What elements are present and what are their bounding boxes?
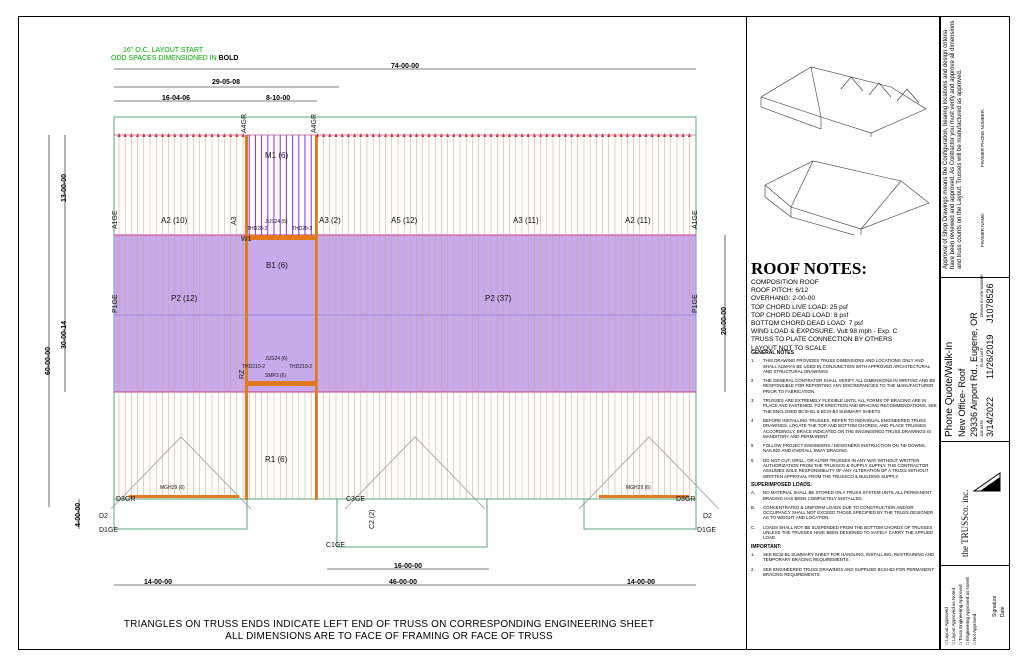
hanger-label: JUS24 (6) (265, 356, 288, 362)
truss-label: D2 (99, 513, 108, 520)
drawn-by-label: DRAWN BY/JOB NUMBER (980, 274, 984, 317)
company-logo-text: the TRUSSco. inc. (960, 489, 970, 557)
note-item (751, 398, 937, 414)
odd-spaces-note: ODD SPACES DIMENSIONED IN BOLD (111, 55, 239, 62)
truss-label: B1 (6) (266, 261, 288, 270)
note-number: A. (751, 490, 756, 496)
dimension-8-10-00: 8-10-00 (266, 95, 291, 102)
dimension-13-00-00: 13-00-00 (61, 173, 68, 202)
truss-label: A3 (2) (319, 216, 341, 225)
job-date-label: JOB DATE: (980, 419, 984, 437)
truss-label: A1GE (692, 210, 699, 229)
dimension-29-05-08: 29-05-08 (212, 79, 241, 86)
truss-label: W1 (241, 236, 252, 243)
footer-note-dimensions: ALL DIMENSIONS ARE TO FACE OF FRAMING OR FACE OF TRUSS (225, 631, 553, 642)
truss-label: A5 (12) (391, 216, 418, 225)
roof-note-line: TOP CHORD DEAD LOAD: 8 psf (751, 311, 849, 319)
date-label: Date (1000, 606, 1006, 617)
note-number: 3 (751, 398, 754, 404)
note-text: BEFORE INSTALLING TRUSSES, REFER TO INDIVIDUAL ENGINEERED TRUSS DRAWINGS. LOCATE THE TOP AND BOTTOM CHORDS, AND PLACE TRUSSES ACCORDINGLY. BRACE INDICATED ON THE ENGINEERED TRUSS DRAWINGS IS MANDITORY AND PERMANENT. (763, 417, 932, 439)
truss-label: P2 (12) (171, 294, 198, 303)
dimension-4-00-00: 4-00-00 (75, 502, 82, 527)
truss-label: D3GR (676, 496, 696, 503)
hanger-label: THD28-2 (247, 226, 268, 232)
project-subtitle: New Office- Roof (957, 368, 967, 437)
project-title: Phone Quote/Walk-In (944, 341, 955, 437)
note-item (751, 490, 937, 501)
note-text: THIS DRAWING PROVIDES TRUSS DIMENSIONS AND LOCATIONS ONLY AND SHALL ALWAYS BE USED IN CONJUNCTION WITH APPROVED ARCHITECTURAL AND STRUCTURAL DRAWINGS (763, 358, 930, 374)
drawing-sheet (18, 16, 1010, 650)
roof-note-line: OVERHANG: 2-00-00 (751, 295, 816, 303)
hanger-label: JUS24 (6) (265, 219, 288, 225)
truss-label: A2 (11) (625, 216, 651, 225)
truss-label: D3GR (116, 496, 136, 503)
truss-label: R1 (6) (265, 455, 288, 464)
note-number: 1. (751, 551, 755, 557)
truss-label: A4GR (311, 113, 318, 133)
note-item (751, 458, 937, 479)
note-text: FOLLOW PROJECT ENGINEERS / DESIGNERS INSTRUCTION ON TIE DOWNS, NAILING AND OVERALL SWAY BRACING. (763, 443, 927, 454)
note-text: LOADS SHALL NOT BE SUSPENDED FROM THE BOTTOM CHORDS OF TRUSSES UNLESS THE TRUSSES HAVE BEEN DESIGNED TO SAFELY CARRY THE APPLIED LOAD. (763, 524, 934, 541)
superimposed-heading: SUPERIMPOSED LOADS: (751, 481, 812, 488)
signature-label: Signature (992, 595, 998, 617)
hanger-label: MGH29 (6) (160, 485, 185, 491)
general-notes (751, 349, 937, 581)
job-number: J1078526 (985, 283, 995, 323)
dimension-bottom-right: 14-00-00 (627, 579, 656, 586)
roof-isometric-view-1 (751, 37, 935, 137)
hanger-label: THD28-2 (292, 226, 313, 232)
dimension-16-04-06: 16-04-06 (162, 95, 191, 102)
note-number: 2 (751, 378, 754, 384)
roof-notes-list (751, 279, 937, 353)
note-number: 1 (751, 358, 754, 364)
truss-label: A1GE (112, 210, 119, 229)
layout-start-note: 16" O.C. LAYOUT START (123, 47, 204, 54)
truss-label: D2 (703, 513, 712, 520)
footer-note-triangles: TRIANGLES ON TRUSS ENDS INDICATE LEFT END OF TRUSS ON CORRESPONDING ENGINEERING SHEET (123, 619, 655, 630)
note-item (751, 443, 937, 454)
hanger-label: THD210-2 (289, 364, 313, 370)
general-notes-heading: GENERAL NOTES (751, 350, 794, 356)
truss-label: A2 (10) (161, 216, 188, 225)
dimension-bottom-center: 16-00-00 (394, 563, 423, 570)
dimension-60-00-00: 60-00-00 (45, 346, 52, 375)
truss-label: C3GE (346, 496, 366, 503)
approval-option[interactable]: □ Layout Approved (944, 607, 949, 645)
truss-label: P1GE (112, 294, 119, 313)
note-number: 5 (751, 443, 754, 449)
roof-truss-layout-plan (19, 17, 741, 649)
truss-label: C1GE (326, 542, 346, 549)
note-item (751, 358, 937, 374)
roof-note-line: WIND LOAD & EXPOSURE: Vult 98 mph - Exp. C (751, 328, 898, 336)
plan-date-label: PLAN DATE: (980, 346, 984, 367)
hanger-label: THD210-2 (242, 364, 266, 370)
truss-label: P2 (37) (485, 294, 512, 303)
truss-label: M1 (6) (265, 151, 289, 160)
roof-notes-title: ROOF NOTES: (751, 259, 868, 278)
approval-option[interactable]: □ Truss Engineering Approved (958, 584, 963, 645)
roof-note-line: BOTTOM CHORD DEAD LOAD: 7 psf (751, 320, 863, 328)
roof-note-line: ROOF PITCH: 6/12 (751, 287, 809, 295)
roof-note-line: TRUSS TO PLATE CONNECTION BY OTHERS (751, 336, 893, 344)
overall-dimension: 74-00-00 (391, 63, 420, 70)
approval-option[interactable]: □ Engineering Approved as Noted (965, 577, 970, 645)
dimension-20-00-00: 20-00-00 (721, 306, 728, 335)
truss-plan-drawing (19, 17, 741, 649)
note-item (751, 418, 937, 439)
truss-label: A3 (11) (513, 216, 539, 225)
roof-note-line: TOP CHORD LIVE LOAD: 25 psf (751, 303, 848, 311)
plan-date: 11/26/2019 (985, 334, 995, 379)
note-item (751, 525, 937, 541)
approval-option[interactable]: □ Layout Approved as Noted (951, 587, 956, 645)
truss-label: P1GE (692, 294, 699, 313)
job-date: 3/14/2022 (985, 396, 995, 437)
roof-note-line: LAYOUT NOT TO SCALE (751, 344, 827, 352)
framer-name-label: FRAMER NAME: (980, 212, 985, 247)
note-number: B. (751, 504, 756, 510)
note-item (751, 552, 937, 563)
title-block (939, 17, 1010, 649)
dimension-30-00-14: 30-00-14 (61, 320, 68, 349)
approval-option[interactable]: □ Not Approved (972, 613, 977, 645)
note-number: 4 (751, 417, 754, 423)
note-item (751, 378, 937, 394)
truss-label: C2 (2) (369, 509, 376, 529)
note-text: NO MATERIAL SHALL BE STORED ON A TRUSS SYSTEM UNTIL ALL PERMANENT BRACING HAS BEEN COMPLETELY INSTALLED. (763, 490, 932, 501)
truss-label: D1GE (99, 527, 119, 534)
note-item (751, 505, 937, 521)
truss-label: D1GE (697, 527, 717, 534)
note-number: C. (751, 524, 756, 530)
note-text: TRUSSES ARE EXTREMELY FLEXIBLE UNTIL ALL FORMS OF BRACING ARE IN PLACE AND FASTENED. FOR ERECTION AND BRACING RECOMMENDATIONS, SEE THE ENCLOSED BCSI-B1 & BCSI-B3 SUMMARY SHEETS. (763, 398, 937, 414)
important-heading: IMPORTANT: (751, 543, 782, 550)
dimension-bottom-left: 14-00-00 (144, 579, 173, 586)
dimension-bottom-mid: 46-00-00 (389, 579, 418, 586)
hanger-label: SMP3 (6) (265, 373, 287, 379)
note-item (751, 567, 937, 578)
note-text: SEE ENGINEERED TRUSS DRAWINGS AND SUPPLIED BCSI-B3 FOR PERMANENT BRACING REQUIREMENTS. (763, 566, 934, 577)
approval-statement: Approval of Shop Drawings means the Configuration, bearing locations and design criteria have been reviewed and approved. As Contractor you must verify and approve all dimensions and truss counts on the Layout. Trusses will be manufactured as approved. (943, 20, 963, 269)
trussco-logo (972, 453, 1002, 493)
note-text: CONCENTRATED & UNIFORM LOADS DUE TO CONSTRUCTION AND/OR OCCUPANCY SHALL NOT EXCEED THOSE SPECIFIED BY THE TRUSS DESIGNER AS TO WEIGHT AND LOCATION. (763, 504, 934, 521)
hanger-label: MGH29 (6) (626, 485, 651, 491)
truss-label: RZ (239, 369, 246, 379)
note-number: 2. (751, 566, 755, 572)
project-address: 29336 Airport Rd., Eugene, OR (969, 312, 979, 437)
note-text: DO NOT CUT, DRILL, OR ALTER TRUSSES IN ANY WAY WITHOUT WRITTEN AUTHORIZATION FROM THE TRUSSCO & SUPPLY SUPPLY. THE CONTRACTOR ASSUMES SOLE RESPONSIBILITY OF ANY ALTERATION OF A TRUSS WITHOUT WRITTEN APPROVAL FROM THE TRUSSCO & BUILDING SUPPLY. (763, 457, 929, 479)
roof-note-line: COMPOSITION ROOF (751, 279, 819, 286)
note-number: 6 (751, 457, 754, 463)
roof-isometric-view-2 (751, 145, 935, 235)
notes-column (746, 17, 939, 649)
truss-label: A3 (231, 216, 238, 225)
framer-phone-label: FRAMER PHONE NUMBER: (980, 108, 985, 167)
truss-label: A4GR (241, 113, 248, 133)
note-text: SEE BCSI-B1 SUMMARY SHEET FOR HANDLING, INSTALLING, RESTRAINING AND TEMPORARY BRACING REQUIREMENTS. (763, 551, 935, 563)
note-text: THE GENERAL CONTRATOR SHALL VERIFY ALL DIMENSIONS IN WRITING AND BE RESPONSIBLE FOR REPORTING ANY DISCREPANCIES TO THE MANUFACTURER PRIOR TO FABRICATION. (763, 378, 936, 394)
